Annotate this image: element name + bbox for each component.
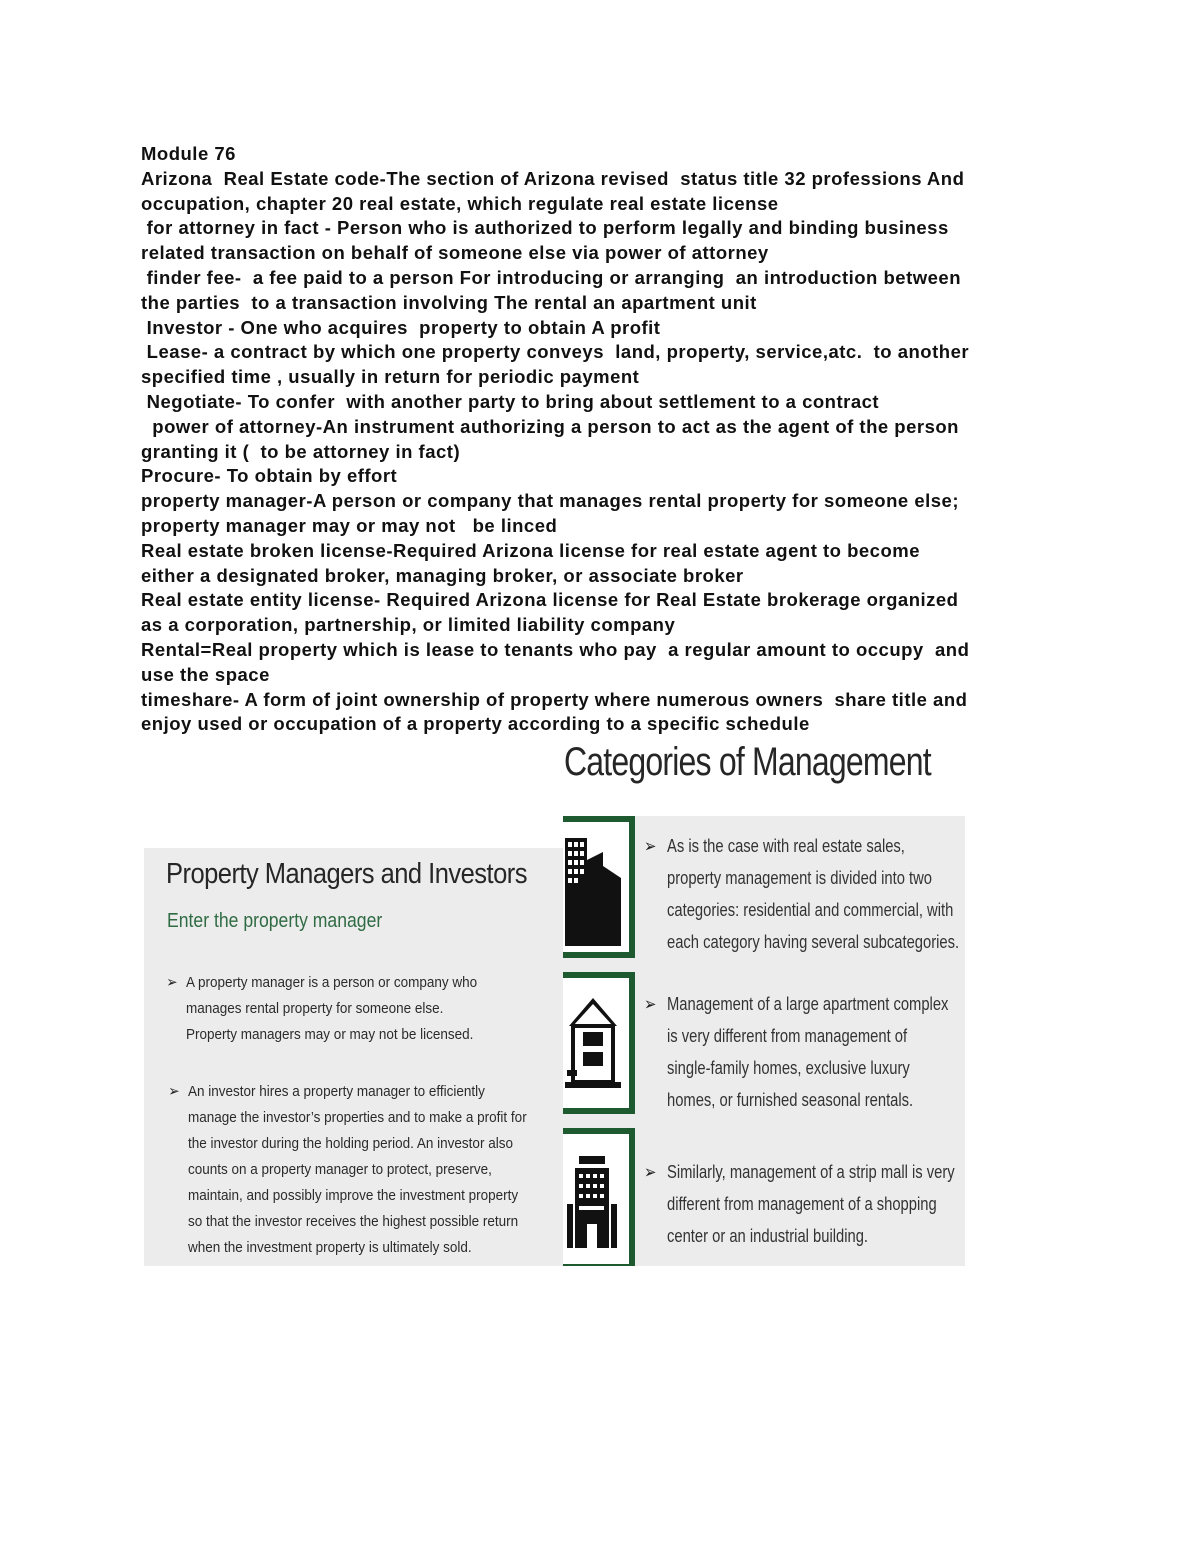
text-line: Arizona Real Estate code-The section of Arizona revised status title 32 professions And <box>141 167 965 189</box>
bullet-line: the investor during the holding period. An investor also <box>188 1135 513 1152</box>
icon-box <box>563 972 635 1114</box>
bullet-line: each category having several subcategories. <box>667 932 960 952</box>
bullet-line: counts on a property manager to protect, preserve, <box>188 1161 492 1178</box>
glossary-text <box>141 142 1071 737</box>
bullet-line: Similarly, management of a strip mall is very <box>667 1162 955 1182</box>
text-line: power of attorney-An instrument authorizing a person to act as the agent of the person <box>141 415 959 437</box>
text-line: Investor - One who acquires property to obtain A profit <box>141 316 661 338</box>
shopping-building-icon <box>563 1134 629 1264</box>
text-line: Procure- To obtain by effort <box>141 465 398 487</box>
text-line: related transaction on behalf of someone else via power of attorney <box>141 242 769 264</box>
text-line: the parties to a transaction involving The rental an apartment unit <box>141 291 757 313</box>
text-line: timeshare- A form of joint ownership of property where numerous owners share title and <box>141 688 968 710</box>
text-line: as a corporation, partnership, or limited liability company <box>141 614 676 636</box>
text-line: finder fee- a fee paid to a person For introducing or arranging an introduction between <box>141 266 962 288</box>
text-line: Negotiate- To confer with another party to bring about settlement to a contract <box>141 390 880 412</box>
slide-title: Categories of Management <box>564 740 931 784</box>
house-icon <box>563 978 629 1108</box>
slide-title: Property Managers and Investors <box>166 858 527 890</box>
bullet-line: As is the case with real estate sales, <box>667 836 905 856</box>
arrow-bullet-icon: ➢ <box>644 1162 657 1182</box>
text-line: Lease- a contract by which one property conveys land, property, service,atc. to another <box>141 341 970 363</box>
text-line: Real estate entity license- Required Arizona license for Real Estate brokerage organized <box>141 589 959 611</box>
bullet-line: center or an industrial building. <box>667 1226 869 1246</box>
icon-box <box>563 1128 635 1266</box>
bullet-line: property management is divided into two <box>667 868 933 888</box>
bullet-line: is very different from management of <box>667 1026 908 1046</box>
bullet-line: A property manager is a person or company who <box>186 974 478 991</box>
bullet-line: when the investment property is ultimately sold. <box>188 1239 472 1256</box>
slide-bullet <box>168 1079 527 1261</box>
slide-bullet <box>166 970 478 1048</box>
bullet-line: homes, or furnished seasonal rentals. <box>667 1090 914 1110</box>
slide-categories-of-management <box>563 738 965 1266</box>
text-line: granting it ( to be attorney in fact) <box>141 440 461 462</box>
bullet-line: manage the investor’s properties and to make a profit for <box>188 1109 527 1126</box>
arrow-bullet-icon: ➢ <box>644 994 657 1014</box>
bullet-line: categories: residential and commercial, with <box>667 900 954 920</box>
text-line: occupation, chapter 20 real estate, which regulate real estate license <box>141 192 779 214</box>
text-line: specified time , usually in return for periodic payment <box>141 366 640 388</box>
icon-box <box>563 816 635 958</box>
text-line: for attorney in fact - Person who is authorized to perform legally and binding business <box>141 217 949 239</box>
arrow-bullet-icon: ➢ <box>166 974 178 991</box>
slide-property-managers <box>144 848 564 1266</box>
slide-bullet <box>644 830 960 958</box>
text-line: use the space <box>141 663 270 685</box>
text-line: property manager may or may not be linced <box>141 514 558 536</box>
bullet-line: so that the investor receives the highest possible return <box>188 1213 519 1230</box>
text-line: Rental=Real property which is lease to tenants who pay a regular amount to occupy and <box>141 638 970 660</box>
heading-module: Module 76 <box>141 143 236 164</box>
text-line: property manager-A person or company that manages rental property for someone else; <box>141 490 960 512</box>
bullet-line: different from management of a shopping <box>667 1194 937 1214</box>
text-line: Real estate broken license-Required Arizona license for real estate agent to become <box>141 539 921 561</box>
bullet-line: Property managers may or may not be licensed. <box>186 1026 474 1043</box>
arrow-bullet-icon: ➢ <box>644 836 657 856</box>
arrow-bullet-icon: ➢ <box>168 1083 180 1100</box>
slide-subtitle: Enter the property manager <box>167 910 383 932</box>
bullet-line: Management of a large apartment complex <box>667 994 949 1014</box>
slide-bullet <box>644 1156 955 1252</box>
bullet-line: manages rental property for someone else. <box>186 1000 444 1017</box>
bullet-line: maintain, and possibly improve the investment property <box>188 1187 519 1204</box>
text-line: enjoy used or occupation of a property according to a specific schedule <box>141 713 810 735</box>
bullet-line: An investor hires a property manager to efficiently <box>188 1083 485 1100</box>
office-buildings-icon <box>563 822 629 952</box>
slide-bullet <box>644 988 949 1116</box>
text-line: either a designated broker, managing broker, or associate broker <box>141 564 744 586</box>
bullet-line: single-family homes, exclusive luxury <box>667 1058 910 1078</box>
